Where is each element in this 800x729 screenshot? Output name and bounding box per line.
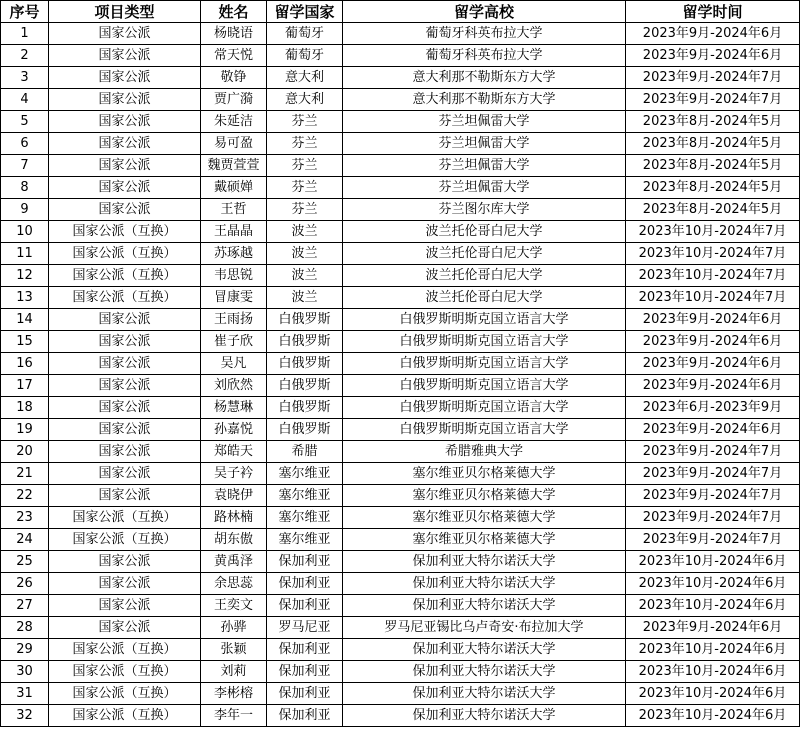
cell-project-type: 国家公派（互换） bbox=[49, 705, 201, 727]
cell-study-period: 2023年8月-2024年5月 bbox=[626, 111, 800, 133]
table-row bbox=[1, 705, 800, 727]
cell-country: 保加利亚 bbox=[267, 639, 343, 661]
cell-student-name: 胡东傲 bbox=[201, 529, 267, 551]
table-row bbox=[1, 529, 800, 551]
table-row bbox=[1, 331, 800, 353]
cell-university: 波兰托伦哥白尼大学 bbox=[343, 243, 626, 265]
table-row bbox=[1, 595, 800, 617]
table-row bbox=[1, 89, 800, 111]
cell-no: 5 bbox=[1, 111, 49, 133]
cell-no: 26 bbox=[1, 573, 49, 595]
table-header bbox=[1, 1, 800, 23]
table-row bbox=[1, 375, 800, 397]
cell-university: 保加利亚大特尔诺沃大学 bbox=[343, 551, 626, 573]
cell-study-period: 2023年10月-2024年7月 bbox=[626, 243, 800, 265]
cell-no: 13 bbox=[1, 287, 49, 309]
cell-university: 芬兰坦佩雷大学 bbox=[343, 111, 626, 133]
cell-country: 意大利 bbox=[267, 89, 343, 111]
cell-university: 芬兰坦佩雷大学 bbox=[343, 155, 626, 177]
cell-university: 波兰托伦哥白尼大学 bbox=[343, 265, 626, 287]
cell-country: 保加利亚 bbox=[267, 661, 343, 683]
cell-project-type: 国家公派（互换） bbox=[49, 639, 201, 661]
cell-study-period: 2023年6月-2023年9月 bbox=[626, 397, 800, 419]
cell-study-period: 2023年9月-2024年6月 bbox=[626, 375, 800, 397]
cell-country: 芬兰 bbox=[267, 177, 343, 199]
cell-project-type: 国家公派 bbox=[49, 177, 201, 199]
cell-university: 波兰托伦哥白尼大学 bbox=[343, 221, 626, 243]
cell-project-type: 国家公派 bbox=[49, 67, 201, 89]
cell-no: 28 bbox=[1, 617, 49, 639]
cell-no: 14 bbox=[1, 309, 49, 331]
cell-no: 12 bbox=[1, 265, 49, 287]
table-row bbox=[1, 485, 800, 507]
cell-study-period: 2023年9月-2024年6月 bbox=[626, 331, 800, 353]
cell-university: 芬兰图尔库大学 bbox=[343, 199, 626, 221]
cell-country: 保加利亚 bbox=[267, 551, 343, 573]
cell-project-type: 国家公派（互换） bbox=[49, 265, 201, 287]
cell-student-name: 王奕文 bbox=[201, 595, 267, 617]
cell-project-type: 国家公派 bbox=[49, 111, 201, 133]
cell-study-period: 2023年9月-2024年7月 bbox=[626, 441, 800, 463]
cell-study-period: 2023年10月-2024年7月 bbox=[626, 287, 800, 309]
cell-student-name: 吴子衿 bbox=[201, 463, 267, 485]
cell-study-period: 2023年9月-2024年6月 bbox=[626, 419, 800, 441]
cell-student-name: 朱延洁 bbox=[201, 111, 267, 133]
cell-no: 9 bbox=[1, 199, 49, 221]
cell-country: 保加利亚 bbox=[267, 705, 343, 727]
table-row bbox=[1, 639, 800, 661]
cell-study-period: 2023年9月-2024年7月 bbox=[626, 529, 800, 551]
table-row bbox=[1, 155, 800, 177]
table-row bbox=[1, 133, 800, 155]
cell-study-period: 2023年10月-2024年7月 bbox=[626, 221, 800, 243]
cell-country: 芬兰 bbox=[267, 199, 343, 221]
cell-study-period: 2023年10月-2024年6月 bbox=[626, 595, 800, 617]
table-row bbox=[1, 683, 800, 705]
cell-country: 保加利亚 bbox=[267, 683, 343, 705]
cell-country: 葡萄牙 bbox=[267, 45, 343, 67]
cell-study-period: 2023年10月-2024年6月 bbox=[626, 705, 800, 727]
cell-no: 10 bbox=[1, 221, 49, 243]
header-row bbox=[1, 1, 800, 23]
cell-university: 塞尔维亚贝尔格莱德大学 bbox=[343, 507, 626, 529]
cell-project-type: 国家公派 bbox=[49, 441, 201, 463]
cell-country: 白俄罗斯 bbox=[267, 353, 343, 375]
table-row bbox=[1, 353, 800, 375]
header-country: 留学国家 bbox=[267, 1, 343, 23]
header-no: 序号 bbox=[1, 1, 49, 23]
cell-project-type: 国家公派 bbox=[49, 155, 201, 177]
cell-no: 3 bbox=[1, 67, 49, 89]
cell-no: 29 bbox=[1, 639, 49, 661]
cell-student-name: 韦思锐 bbox=[201, 265, 267, 287]
table-row bbox=[1, 221, 800, 243]
cell-study-period: 2023年8月-2024年5月 bbox=[626, 199, 800, 221]
cell-university: 保加利亚大特尔诺沃大学 bbox=[343, 705, 626, 727]
cell-university: 葡萄牙科英布拉大学 bbox=[343, 23, 626, 45]
cell-student-name: 李彬榕 bbox=[201, 683, 267, 705]
header-school: 留学高校 bbox=[343, 1, 626, 23]
cell-country: 意大利 bbox=[267, 67, 343, 89]
table-row bbox=[1, 661, 800, 683]
cell-project-type: 国家公派（互换） bbox=[49, 221, 201, 243]
cell-no: 11 bbox=[1, 243, 49, 265]
cell-student-name: 吴凡 bbox=[201, 353, 267, 375]
cell-university: 塞尔维亚贝尔格莱德大学 bbox=[343, 485, 626, 507]
table-row bbox=[1, 309, 800, 331]
cell-student-name: 苏琢越 bbox=[201, 243, 267, 265]
table-row bbox=[1, 617, 800, 639]
table-row bbox=[1, 507, 800, 529]
cell-no: 31 bbox=[1, 683, 49, 705]
cell-student-name: 刘欣然 bbox=[201, 375, 267, 397]
cell-no: 2 bbox=[1, 45, 49, 67]
cell-no: 6 bbox=[1, 133, 49, 155]
cell-country: 白俄罗斯 bbox=[267, 419, 343, 441]
table-row bbox=[1, 265, 800, 287]
cell-country: 白俄罗斯 bbox=[267, 397, 343, 419]
cell-country: 波兰 bbox=[267, 287, 343, 309]
cell-student-name: 刘莉 bbox=[201, 661, 267, 683]
cell-university: 白俄罗斯明斯克国立语言大学 bbox=[343, 353, 626, 375]
cell-project-type: 国家公派 bbox=[49, 133, 201, 155]
cell-student-name: 杨慧琳 bbox=[201, 397, 267, 419]
cell-country: 白俄罗斯 bbox=[267, 309, 343, 331]
cell-student-name: 王晶晶 bbox=[201, 221, 267, 243]
cell-project-type: 国家公派 bbox=[49, 23, 201, 45]
cell-project-type: 国家公派 bbox=[49, 331, 201, 353]
cell-university: 罗马尼亚锡比乌卢奇安·布拉加大学 bbox=[343, 617, 626, 639]
cell-no: 1 bbox=[1, 23, 49, 45]
cell-university: 保加利亚大特尔诺沃大学 bbox=[343, 595, 626, 617]
header-name: 姓名 bbox=[201, 1, 267, 23]
cell-project-type: 国家公派 bbox=[49, 397, 201, 419]
cell-study-period: 2023年9月-2024年6月 bbox=[626, 23, 800, 45]
cell-project-type: 国家公派 bbox=[49, 595, 201, 617]
table-row bbox=[1, 45, 800, 67]
cell-country: 塞尔维亚 bbox=[267, 507, 343, 529]
cell-student-name: 郑皓天 bbox=[201, 441, 267, 463]
cell-no: 20 bbox=[1, 441, 49, 463]
cell-project-type: 国家公派 bbox=[49, 617, 201, 639]
cell-country: 保加利亚 bbox=[267, 595, 343, 617]
cell-study-period: 2023年10月-2024年6月 bbox=[626, 683, 800, 705]
table-row bbox=[1, 441, 800, 463]
cell-study-period: 2023年9月-2024年6月 bbox=[626, 617, 800, 639]
cell-no: 24 bbox=[1, 529, 49, 551]
cell-student-name: 常天悦 bbox=[201, 45, 267, 67]
cell-project-type: 国家公派（互换） bbox=[49, 683, 201, 705]
cell-student-name: 易可盈 bbox=[201, 133, 267, 155]
cell-no: 21 bbox=[1, 463, 49, 485]
cell-country: 塞尔维亚 bbox=[267, 463, 343, 485]
table-row bbox=[1, 243, 800, 265]
table-row bbox=[1, 23, 800, 45]
cell-country: 芬兰 bbox=[267, 155, 343, 177]
cell-no: 8 bbox=[1, 177, 49, 199]
table-row bbox=[1, 463, 800, 485]
cell-student-name: 崔子欣 bbox=[201, 331, 267, 353]
cell-student-name: 王哲 bbox=[201, 199, 267, 221]
cell-university: 意大利那不勒斯东方大学 bbox=[343, 67, 626, 89]
cell-study-period: 2023年9月-2024年7月 bbox=[626, 485, 800, 507]
cell-no: 15 bbox=[1, 331, 49, 353]
cell-project-type: 国家公派 bbox=[49, 89, 201, 111]
cell-project-type: 国家公派 bbox=[49, 463, 201, 485]
cell-university: 白俄罗斯明斯克国立语言大学 bbox=[343, 397, 626, 419]
cell-university: 保加利亚大特尔诺沃大学 bbox=[343, 573, 626, 595]
cell-no: 30 bbox=[1, 661, 49, 683]
cell-country: 塞尔维亚 bbox=[267, 485, 343, 507]
cell-study-period: 2023年10月-2024年7月 bbox=[626, 265, 800, 287]
cell-country: 波兰 bbox=[267, 221, 343, 243]
cell-country: 波兰 bbox=[267, 265, 343, 287]
cell-university: 意大利那不勒斯东方大学 bbox=[343, 89, 626, 111]
cell-university: 葡萄牙科英布拉大学 bbox=[343, 45, 626, 67]
cell-study-period: 2023年8月-2024年5月 bbox=[626, 133, 800, 155]
cell-student-name: 张颖 bbox=[201, 639, 267, 661]
cell-no: 18 bbox=[1, 397, 49, 419]
cell-student-name: 黄禹泽 bbox=[201, 551, 267, 573]
cell-project-type: 国家公派 bbox=[49, 199, 201, 221]
cell-student-name: 余思蕊 bbox=[201, 573, 267, 595]
table-row bbox=[1, 397, 800, 419]
cell-country: 保加利亚 bbox=[267, 573, 343, 595]
cell-student-name: 孙骅 bbox=[201, 617, 267, 639]
cell-student-name: 贾广漪 bbox=[201, 89, 267, 111]
cell-study-period: 2023年9月-2024年7月 bbox=[626, 463, 800, 485]
cell-student-name: 李年一 bbox=[201, 705, 267, 727]
cell-project-type: 国家公派（互换） bbox=[49, 661, 201, 683]
cell-project-type: 国家公派（互换） bbox=[49, 507, 201, 529]
table-row bbox=[1, 199, 800, 221]
cell-university: 白俄罗斯明斯克国立语言大学 bbox=[343, 375, 626, 397]
cell-no: 25 bbox=[1, 551, 49, 573]
header-type: 项目类型 bbox=[49, 1, 201, 23]
cell-project-type: 国家公派（互换） bbox=[49, 243, 201, 265]
cell-university: 希腊雅典大学 bbox=[343, 441, 626, 463]
cell-university: 保加利亚大特尔诺沃大学 bbox=[343, 639, 626, 661]
cell-university: 白俄罗斯明斯克国立语言大学 bbox=[343, 419, 626, 441]
cell-country: 波兰 bbox=[267, 243, 343, 265]
cell-no: 17 bbox=[1, 375, 49, 397]
cell-project-type: 国家公派 bbox=[49, 419, 201, 441]
cell-study-period: 2023年9月-2024年6月 bbox=[626, 353, 800, 375]
header-time: 留学时间 bbox=[626, 1, 800, 23]
cell-no: 22 bbox=[1, 485, 49, 507]
table-row bbox=[1, 67, 800, 89]
cell-university: 波兰托伦哥白尼大学 bbox=[343, 287, 626, 309]
cell-university: 芬兰坦佩雷大学 bbox=[343, 177, 626, 199]
table-row bbox=[1, 551, 800, 573]
cell-study-period: 2023年8月-2024年5月 bbox=[626, 177, 800, 199]
cell-no: 19 bbox=[1, 419, 49, 441]
cell-no: 7 bbox=[1, 155, 49, 177]
cell-university: 白俄罗斯明斯克国立语言大学 bbox=[343, 309, 626, 331]
cell-student-name: 袁晓伊 bbox=[201, 485, 267, 507]
cell-study-period: 2023年9月-2024年6月 bbox=[626, 309, 800, 331]
cell-study-period: 2023年8月-2024年5月 bbox=[626, 155, 800, 177]
cell-student-name: 王雨扬 bbox=[201, 309, 267, 331]
cell-project-type: 国家公派 bbox=[49, 551, 201, 573]
table-row bbox=[1, 111, 800, 133]
cell-country: 葡萄牙 bbox=[267, 23, 343, 45]
table-row bbox=[1, 419, 800, 441]
cell-university: 白俄罗斯明斯克国立语言大学 bbox=[343, 331, 626, 353]
cell-project-type: 国家公派（互换） bbox=[49, 287, 201, 309]
cell-project-type: 国家公派 bbox=[49, 309, 201, 331]
table-row bbox=[1, 287, 800, 309]
cell-university: 保加利亚大特尔诺沃大学 bbox=[343, 661, 626, 683]
cell-study-period: 2023年9月-2024年7月 bbox=[626, 67, 800, 89]
cell-no: 27 bbox=[1, 595, 49, 617]
table-body bbox=[1, 23, 800, 727]
cell-country: 塞尔维亚 bbox=[267, 529, 343, 551]
cell-study-period: 2023年10月-2024年6月 bbox=[626, 551, 800, 573]
cell-university: 保加利亚大特尔诺沃大学 bbox=[343, 683, 626, 705]
cell-country: 白俄罗斯 bbox=[267, 331, 343, 353]
cell-study-period: 2023年10月-2024年6月 bbox=[626, 573, 800, 595]
cell-project-type: 国家公派（互换） bbox=[49, 529, 201, 551]
table-row bbox=[1, 177, 800, 199]
cell-no: 32 bbox=[1, 705, 49, 727]
cell-no: 16 bbox=[1, 353, 49, 375]
cell-student-name: 魏贾萱萱 bbox=[201, 155, 267, 177]
cell-no: 23 bbox=[1, 507, 49, 529]
cell-university: 芬兰坦佩雷大学 bbox=[343, 133, 626, 155]
cell-student-name: 孙嘉悦 bbox=[201, 419, 267, 441]
cell-country: 希腊 bbox=[267, 441, 343, 463]
cell-student-name: 杨晓语 bbox=[201, 23, 267, 45]
cell-university: 塞尔维亚贝尔格莱德大学 bbox=[343, 463, 626, 485]
cell-student-name: 冒康雯 bbox=[201, 287, 267, 309]
cell-country: 白俄罗斯 bbox=[267, 375, 343, 397]
cell-project-type: 国家公派 bbox=[49, 485, 201, 507]
cell-student-name: 戴硕婵 bbox=[201, 177, 267, 199]
cell-student-name: 敬铮 bbox=[201, 67, 267, 89]
cell-study-period: 2023年10月-2024年6月 bbox=[626, 661, 800, 683]
cell-project-type: 国家公派 bbox=[49, 573, 201, 595]
cell-country: 芬兰 bbox=[267, 111, 343, 133]
cell-study-period: 2023年10月-2024年6月 bbox=[626, 639, 800, 661]
cell-university: 塞尔维亚贝尔格莱德大学 bbox=[343, 529, 626, 551]
cell-country: 芬兰 bbox=[267, 133, 343, 155]
cell-project-type: 国家公派 bbox=[49, 45, 201, 67]
cell-study-period: 2023年9月-2024年6月 bbox=[626, 45, 800, 67]
cell-study-period: 2023年9月-2024年7月 bbox=[626, 507, 800, 529]
cell-student-name: 路林楠 bbox=[201, 507, 267, 529]
cell-project-type: 国家公派 bbox=[49, 353, 201, 375]
table-row bbox=[1, 573, 800, 595]
cell-project-type: 国家公派 bbox=[49, 375, 201, 397]
cell-country: 罗马尼亚 bbox=[267, 617, 343, 639]
cell-no: 4 bbox=[1, 89, 49, 111]
cell-study-period: 2023年9月-2024年7月 bbox=[626, 89, 800, 111]
